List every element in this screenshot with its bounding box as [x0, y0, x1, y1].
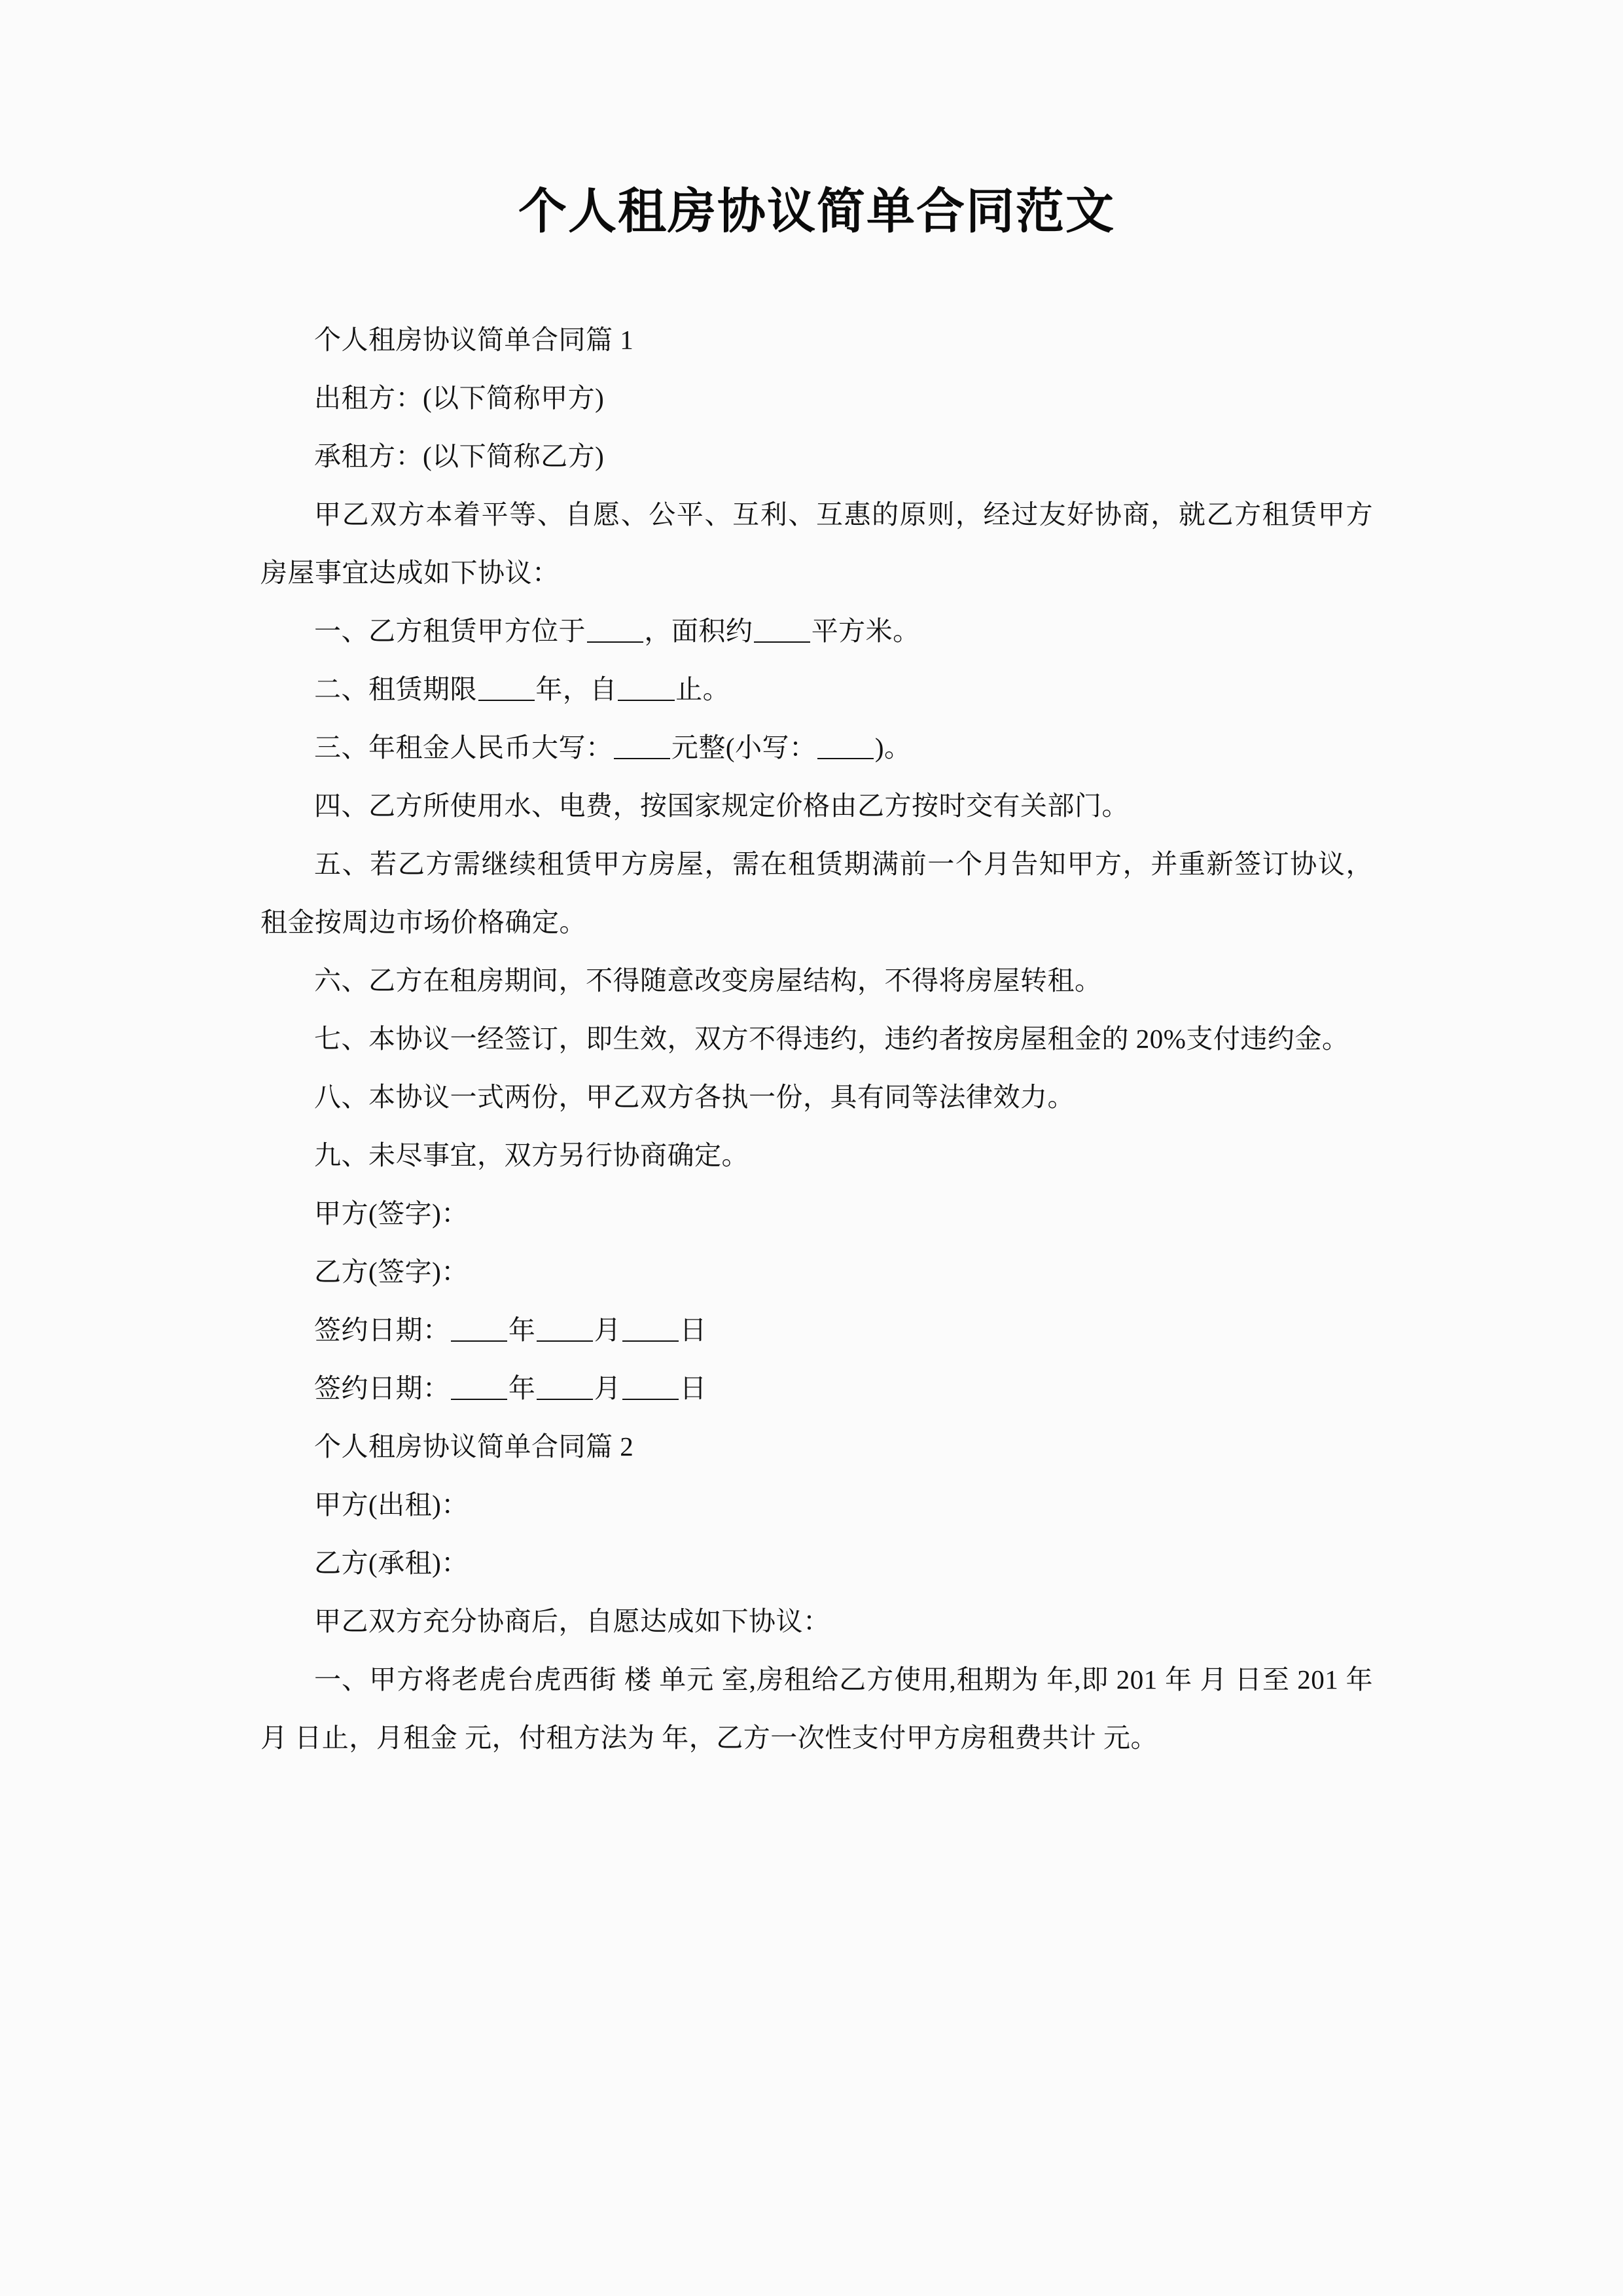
signing-date-party-b	[260, 1359, 1373, 1418]
clause-three-part-a: 三、年租金人民币大写：	[314, 732, 613, 762]
section-one-preamble: 甲乙双方本着平等、自愿、公平、互利、互惠的原则，经过友好协商，就乙方租赁甲方房屋事宜达成如下协议：	[260, 499, 1373, 588]
signing-date-blank-year[interactable]	[451, 1314, 507, 1342]
section-two-preamble: 甲乙双方充分协商后，自愿达成如下协议：	[314, 1605, 830, 1636]
signing-date-label: 签约日期：	[314, 1372, 450, 1403]
clause-three-part-b: 元整(小写：	[671, 732, 817, 762]
document-body	[260, 311, 1373, 1767]
signing-date-year: 年	[508, 1314, 536, 1345]
clause-three	[260, 719, 1373, 777]
clause-one-blank-area[interactable]	[754, 615, 810, 643]
signing-date-day: 日	[679, 1372, 707, 1403]
signing-date-party-a	[260, 1301, 1373, 1359]
signing-date-label: 签约日期：	[314, 1314, 450, 1345]
clause-two	[260, 660, 1373, 719]
clause-two-part-c: 止。	[675, 673, 730, 704]
clause-three-blank-lowercase[interactable]	[817, 731, 874, 759]
section-two-clause-one: 一、甲方将老虎台虎西街 楼 单元 室,房租给乙方使用,租期为 年,即 201 年 月 日至 201 年 月 日止，月租金 元，付租方法为 年，乙方一次性支付甲方房租费共计 元。	[260, 1664, 1373, 1753]
signing-date-month: 月	[594, 1314, 622, 1345]
signing-date-blank-day[interactable]	[622, 1314, 679, 1342]
section-two-party-b: 乙方(承租)：	[314, 1547, 469, 1578]
clause-three-part-c: )。	[874, 732, 912, 762]
page-title: 个人租房协议简单合同范文	[518, 185, 1115, 239]
clause-one-part-a: 一、乙方租赁甲方位于	[314, 615, 586, 646]
section-one-label: 个人租房协议简单合同篇 1	[314, 324, 634, 355]
clause-one-part-c: 平方米。	[811, 615, 920, 646]
document-content	[260, 0, 1373, 1767]
clause-two-blank-period[interactable]	[618, 673, 674, 701]
clause-two-part-a: 二、租赁期限	[314, 673, 477, 704]
clause-one-blank-location[interactable]	[587, 615, 643, 643]
signing-date-blank-month[interactable]	[537, 1314, 593, 1342]
lessee-line: 承租方：(以下简称乙方)	[314, 440, 605, 471]
signing-date-day: 日	[679, 1314, 707, 1345]
signature-party-b: 乙方(签字)：	[314, 1256, 469, 1287]
section-two-label: 个人租房协议简单合同篇 2	[314, 1431, 634, 1462]
signing-date-blank-year[interactable]	[451, 1372, 507, 1400]
clause-one-part-b: ，面积约	[644, 615, 753, 646]
section-two-party-a: 甲方(出租)：	[314, 1489, 469, 1520]
signing-date-blank-day[interactable]	[622, 1372, 679, 1400]
clause-eight: 八、本协议一式两份，甲乙双方各执一份，具有同等法律效力。	[314, 1081, 1075, 1112]
clause-six: 六、乙方在租房期间，不得随意改变房屋结构，不得将房屋转租。	[314, 965, 1102, 996]
clause-one	[260, 602, 1373, 660]
clause-three-blank-uppercase[interactable]	[614, 731, 670, 759]
clause-seven: 七、本协议一经签订，即生效，双方不得违约，违约者按房屋租金的 20%支付违约金。	[314, 1023, 1349, 1054]
lessor-line: 出租方：(以下简称甲方)	[314, 382, 605, 413]
clause-two-blank-years[interactable]	[478, 673, 535, 701]
clause-four: 四、乙方所使用水、电费，按国家规定价格由乙方按时交有关部门。	[314, 790, 1129, 821]
signature-party-a: 甲方(签字)：	[314, 1198, 469, 1229]
clause-nine: 九、未尽事宜，双方另行协商确定。	[314, 1139, 749, 1170]
signing-date-blank-month[interactable]	[537, 1372, 593, 1400]
clause-five: 五、若乙方需继续租赁甲方房屋，需在租赁期满前一个月告知甲方，并重新签订协议，租金按周边市场价格确定。	[260, 848, 1373, 937]
signing-date-year: 年	[508, 1372, 536, 1403]
clause-two-part-b: 年，自	[535, 673, 617, 704]
signing-date-month: 月	[594, 1372, 622, 1403]
